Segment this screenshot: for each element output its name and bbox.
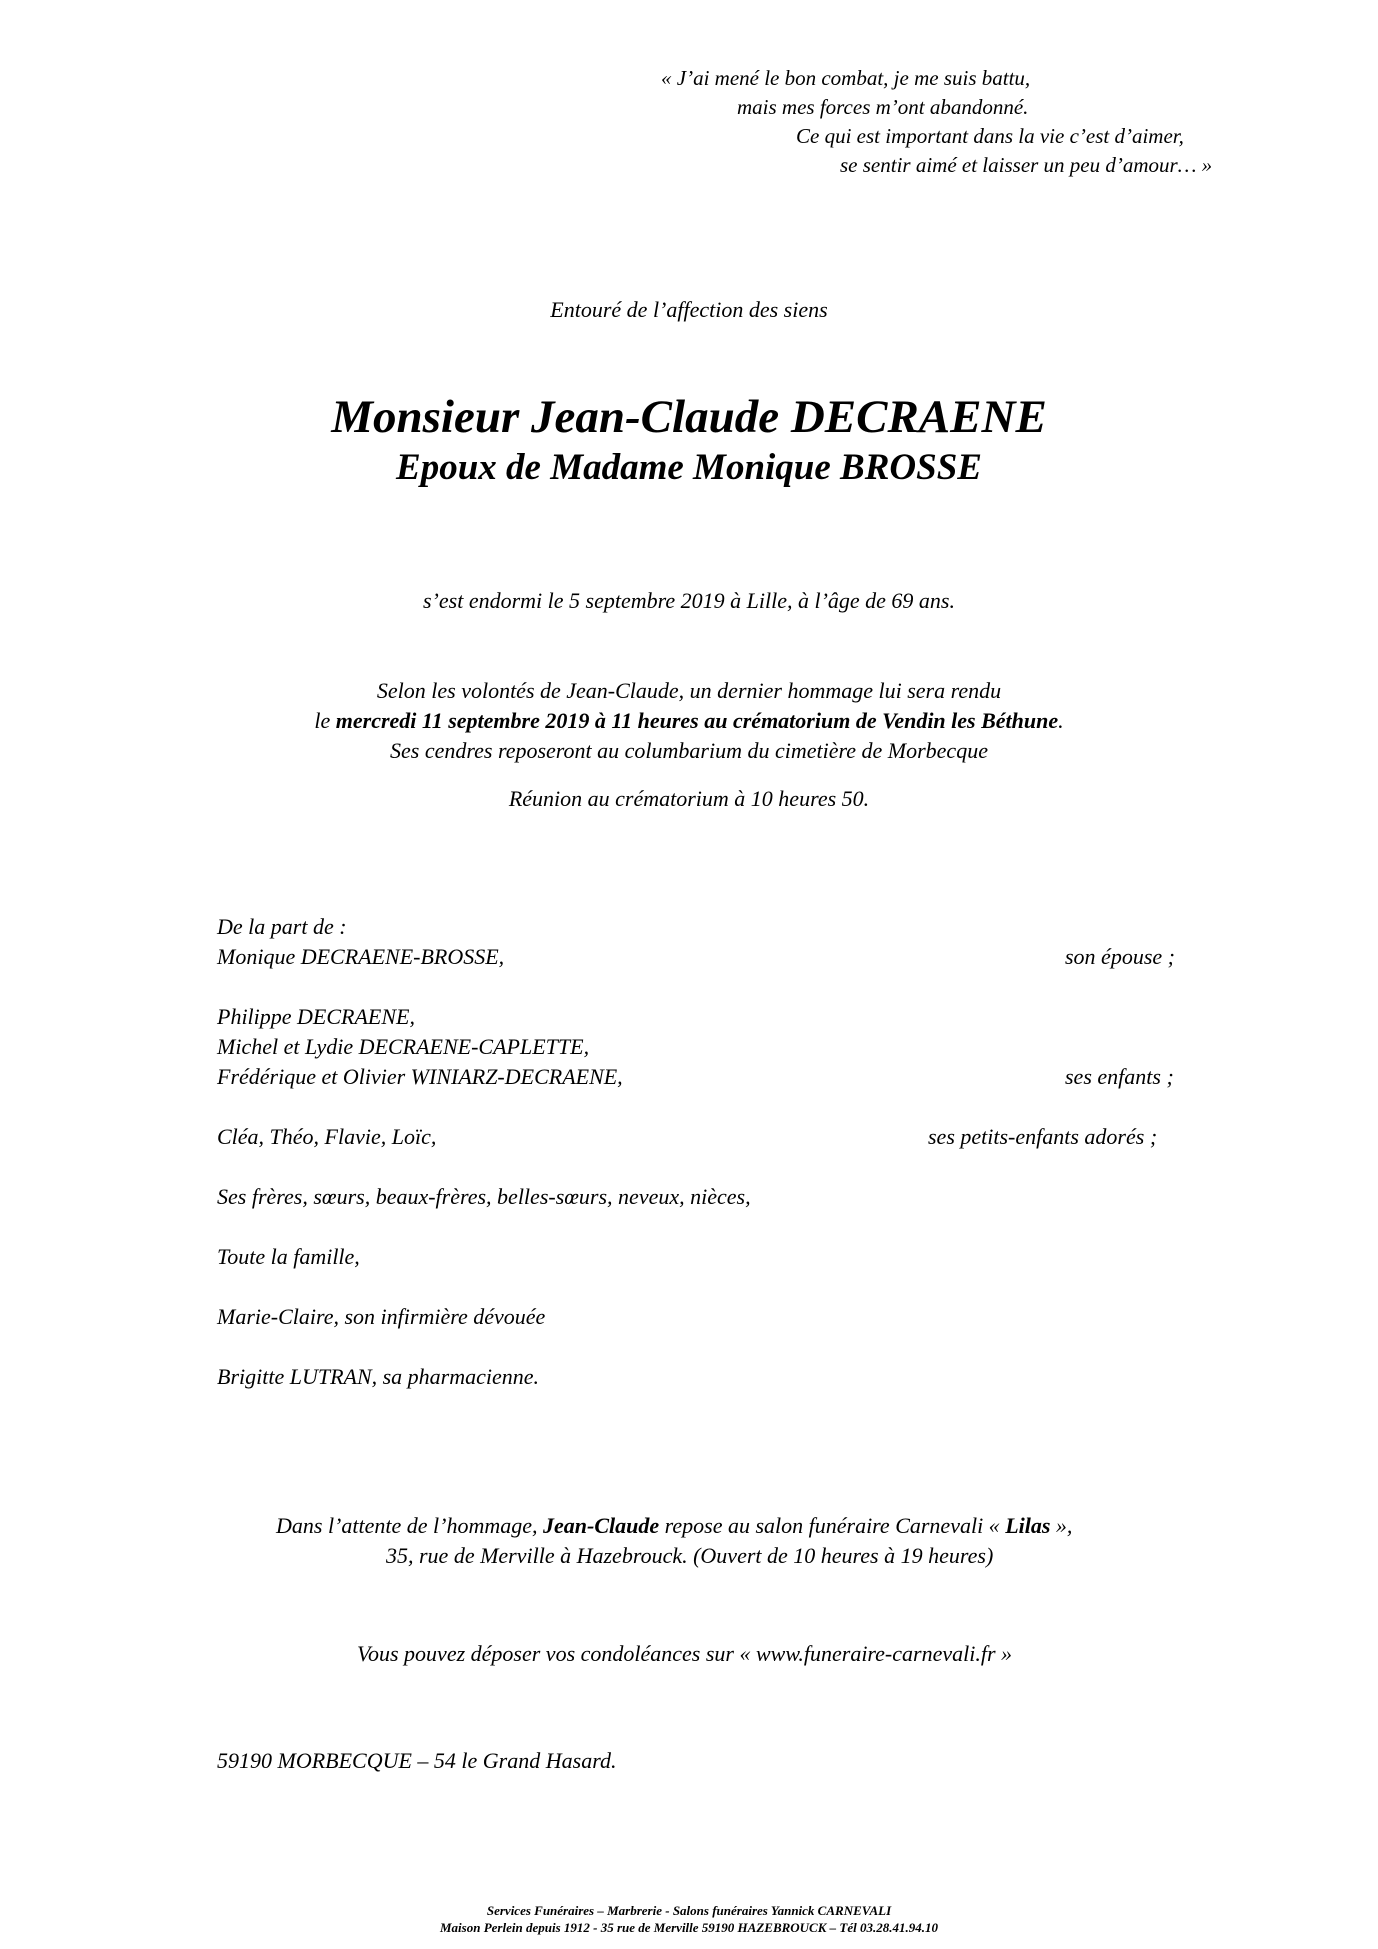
deceased-name: Monsieur Jean-Claude DECRAENE — [331, 391, 1047, 443]
grandchildren: Cléa, Théo, Flavie, Loïc, — [217, 1124, 437, 1149]
child-1: Philippe DECRAENE, — [217, 1004, 415, 1029]
deceased-spouse: Epoux de Madame Monique BROSSE — [396, 447, 982, 488]
footer-line-1: Services Funéraires – Marbrerie - Salons funéraires Yannick CARNEVALI — [486, 1903, 892, 1918]
meeting-info: Réunion au crématorium à 10 heures 50. — [508, 786, 870, 811]
spouse-name: Monique DECRAENE-BROSSE, — [217, 944, 505, 969]
grandchildren-relation: ses petits-enfants adorés ; — [928, 1124, 1158, 1149]
viewing-suffix: », — [1050, 1513, 1073, 1538]
ceremony-line-2-prefix: le — [314, 708, 336, 733]
condolences: Vous pouvez déposer vos condoléances sur « www.funeraire-carnevali.fr » — [357, 1641, 1013, 1666]
ceremony-line-3: Ses cendres reposeront au columbarium du cimetière de Morbecque — [390, 738, 988, 763]
ceremony-line-1: Selon les volontés de Jean-Claude, un dernier hommage lui sera rendu — [376, 678, 1002, 703]
viewing-line-1 — [276, 1513, 1072, 1539]
ceremony-line-2-suffix: . — [1058, 708, 1064, 733]
quote-line-2: mais mes forces m’ont abandonné. — [737, 95, 1029, 119]
viewing-middle: repose au salon funéraire Carnevali « — [659, 1513, 1006, 1538]
death-notice: s’est endormi le 5 septembre 2019 à Lille, à l’âge de 69 ans. — [423, 588, 955, 613]
quote-line-4: se sentir aimé et laisser un peu d’amour… » — [840, 153, 1213, 177]
quote-line-1: « J’ai mené le bon combat, je me suis battu, — [661, 66, 1031, 90]
pharmacist: Brigitte LUTRAN, sa pharmacienne. — [217, 1364, 540, 1389]
address: 59190 MORBECQUE – 54 le Grand Hasard. — [217, 1748, 617, 1773]
ceremony-line-2 — [0, 708, 1378, 734]
family-all: Toute la famille, — [217, 1244, 360, 1269]
child-2: Michel et Lydie DECRAENE-CAPLETTE, — [217, 1034, 590, 1059]
viewing-room: Lilas — [1005, 1513, 1051, 1538]
footer-line-2: Maison Perlein depuis 1912 - 35 rue de Merville 59190 HAZEBROUCK – Tél 03.28.41.94.10 — [440, 1920, 938, 1935]
ceremony-details: mercredi 11 septembre 2019 à 11 heures au crématorium de Vendin les Béthune — [335, 708, 1059, 733]
child-3: Frédérique et Olivier WINIARZ-DECRAENE, — [217, 1064, 623, 1089]
viewing-name: Jean-Claude — [543, 1513, 660, 1538]
viewing-prefix: Dans l’attente de l’hommage, — [276, 1513, 543, 1538]
children-relation: ses enfants ; — [1065, 1064, 1174, 1089]
nurse: Marie-Claire, son infirmière dévouée — [217, 1304, 546, 1329]
viewing-line-2: 35, rue de Merville à Hazebrouck. (Ouvert de 10 heures à 19 heures) — [386, 1543, 994, 1568]
family-heading: De la part de : — [217, 914, 347, 939]
spouse-relation: son épouse ; — [1065, 944, 1175, 969]
siblings: Ses frères, sœurs, beaux-frères, belles-sœurs, neveux, nièces, — [217, 1184, 751, 1209]
intro-text: Entouré de l’affection des siens — [550, 297, 828, 322]
quote-line-3: Ce qui est important dans la vie c’est d’aimer, — [796, 124, 1184, 148]
